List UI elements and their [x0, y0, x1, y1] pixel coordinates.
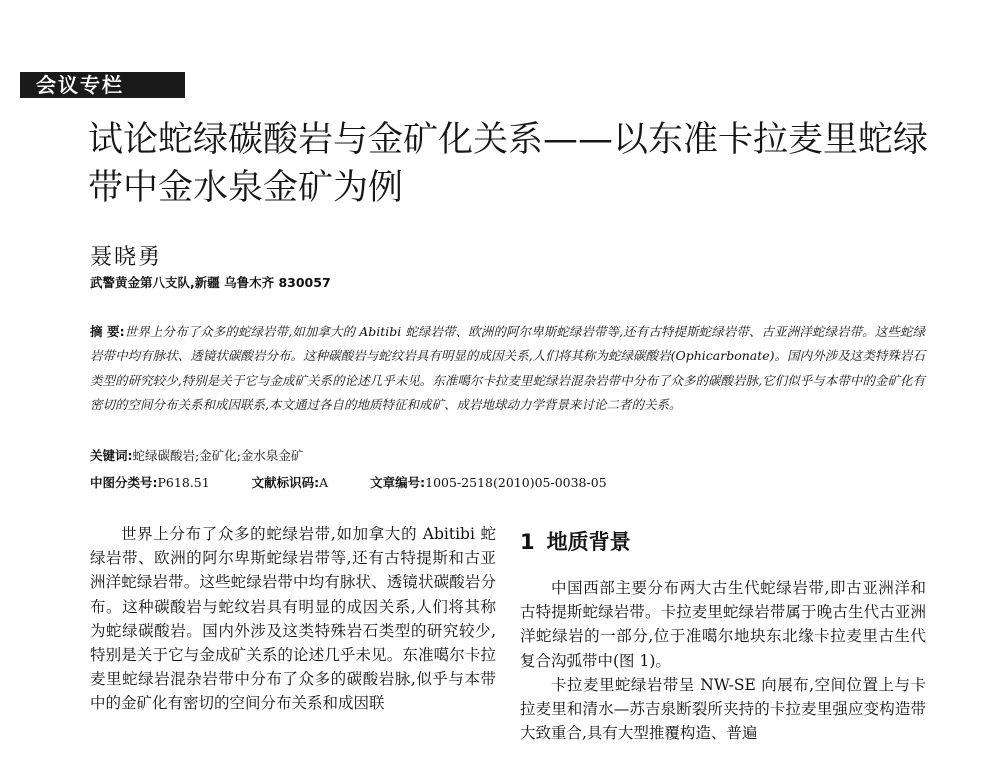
author-affiliation: 武警黄金第八支队,新疆 乌鲁木齐 830057 [90, 275, 331, 290]
abstract-text: 世界上分布了众多的蛇绿岩带,如加拿大的 Abitibi 蛇绿岩带、欧洲的阿尔卑斯蛇绿岩带等,还有古特提斯蛇绿岩带、古亚洲洋蛇绿岩带。这些蛇绿岩带中均有脉状、透镜状碳酸岩分布。这种碳酸岩与蛇纹岩具有明显的成因关系,人们将其称为蛇绿碳酸岩(Ophicarbonate)。国内外涉及这类特殊岩石类型的研究较少,特别是关于它与金成矿关系的论述几乎未见。东准噶尔卡拉麦里蛇绿岩混杂岩带中分布了众多的碳酸岩脉,它们似乎与本带中的金矿化有密切的空间分布关系和成因联系,本文通过各自的地质特征和成矿、成岩地球动力学背景来讨论二者的关系。 [90, 324, 925, 413]
keywords [90, 446, 303, 464]
body-paragraph-1: 中国西部主要分布两大古生代蛇绿岩带,即古亚洲洋和古特提斯蛇绿岩带。卡拉麦里蛇绿岩带属于晚古生代古亚洲洋蛇绿岩的一部分,位于准噶尔地块东北缘卡拉麦里古生代复合沟弧带中(图 1)。 [520, 579, 926, 670]
right-column [520, 528, 926, 745]
doc-code-label: 文献标识码: [251, 475, 320, 490]
clc-label: 中图分类号: [90, 475, 158, 490]
abstract-label: 摘 要: [90, 324, 125, 339]
abstract [90, 320, 925, 418]
doc-code-value: A [319, 475, 329, 490]
section-number: 1 [520, 530, 535, 554]
section-heading [520, 528, 926, 556]
section-tag: 会议专栏 [20, 72, 185, 98]
article-no-label: 文章编号: [370, 475, 426, 490]
article-no-value: 1005-2518(2010)05-0038-05 [425, 475, 607, 490]
article-meta [90, 473, 607, 491]
keywords-text: 蛇绿碳酸岩;金矿化;金水泉金矿 [132, 448, 304, 463]
body-paragraph-2: 卡拉麦里蛇绿岩带呈 NW-SE 向展布,空间位置上与卡拉麦里和清水—苏吉泉断裂所夹持的卡拉麦里强应变构造带大致重合,具有大型推覆构造、普遍 [520, 675, 926, 743]
intro-paragraph: 世界上分布了众多的蛇绿岩带,如加拿大的 Abitibi 蛇绿岩带、欧洲的阿尔卑斯蛇绿岩带等,还有古特提斯和古亚洲洋蛇绿岩带。这些蛇绿岩带中均有脉状、透镜状碳酸岩分布。这种碳酸岩与蛇纹岩具有明显的成因关系,人们将其称为蛇绿碳酸岩。国内外涉及这类特殊岩石类型的研究较少,特别是关于它与金成矿关系的论述几乎未见。东准噶尔卡拉麦里蛇绿岩混杂岩带中分布了众多的碳酸岩脉,似乎与本带中的金矿化有密切的空间分布关系和成因联 [90, 525, 496, 713]
left-column [90, 522, 496, 716]
author-name: 聂晓勇 [90, 245, 163, 270]
section-heading-text: 地质背景 [546, 530, 631, 554]
paper-title: 试论蛇绿碳酸岩与金矿化关系——以东准卡拉麦里蛇绿带中金水泉金矿为例 [88, 120, 929, 208]
clc-value: P618.51 [157, 475, 210, 490]
keywords-label: 关键词: [90, 448, 133, 463]
